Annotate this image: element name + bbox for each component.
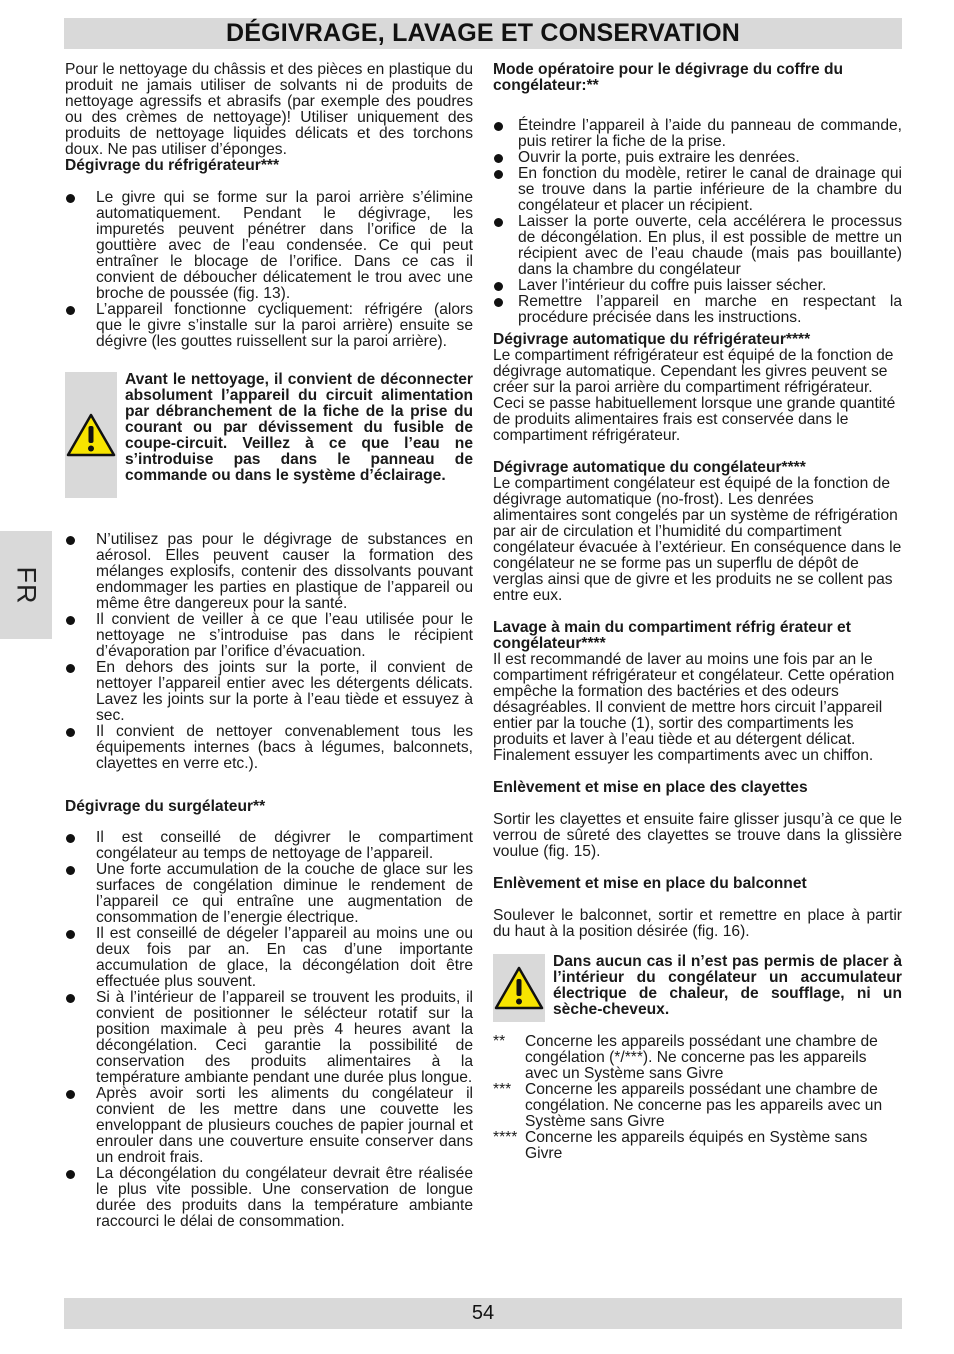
footnote-text: Concerne les appareils possédant une chambre de congélation (*/***). Ne concerne pas les appareils avec un Système sans Givre (525, 1033, 878, 1082)
list-item: Une forte accumulation de la couche de glace sur les surfaces de congélation diminue le rendement de l’appareil ce qui entraîne une augmentation de consommation de l’energie électrique. (65, 862, 473, 926)
page-header (64, 18, 902, 49)
warning-triangle-icon (66, 413, 116, 457)
footnote (493, 1082, 902, 1130)
page-footer (64, 1298, 902, 1329)
warning-icon-box (65, 372, 117, 498)
auto-freezer-paragraph: Le compartiment congélateur est équipé de la fonction de dégivrage automatique (no-frost). Les denrées alimentaires sont congelés par un système de réfrigération par air de circulation et l’humidité du compartiment congélateur évacuée à l’extérieur. En conséquence dans le congélateur ne se forme pas un superflu de dépôt de verglas ainsi que de givre et les produits ne se collent pas entre eux. (493, 475, 902, 604)
heading-hand-wash: Lavage à main du compartiment réfrig érateur et congélateur**** (493, 619, 851, 652)
list-item: Il convient de veiller à ce que l’eau utilisée pour le nettoyage ne s’introduise pas dans le récipient d’évaporation par l’orifice d’évacuation. (65, 612, 473, 660)
footnote-mark: ** (493, 1033, 506, 1050)
footnotes (493, 1034, 902, 1162)
warning-triangle-icon (494, 966, 544, 1010)
list-item: Ouvrir la porte, puis extraire les denrées. (493, 150, 902, 166)
warning-text-heater: Dans aucun cas il n’est pas permis de placer à l’intérieur du congélateur un accumulateur électrique de chaleur, de soufflage, ni un sèche-cheveux. (553, 953, 902, 1018)
list-item: Remettre l’appareil en marche en respectant la procédure précisée dans les instructions. (493, 294, 902, 326)
list-item: N’utilisez pas pour le dégivrage de substances en aérosol. Elles peuvent causer la formation des mélanges explosifs, contenir des dissolvants pouvant endommager les parties en plastique de l’appareil ou même être dangereux pour la santé. (65, 532, 473, 612)
footnote (493, 1130, 902, 1162)
freezer-defrost-list (65, 830, 473, 1230)
auto-fridge-paragraph: Le compartiment réfrigérateur est équipé de la fonction de dégivrage automatique. Cependant les givres peuvent se créer sur la paroi arrière du compartiment réfrigérateur. Ceci se passe habituellement lorsque une grande quantité de produits alimentaires frais est conservée dans le compartiment réfrigérateur. (493, 347, 896, 444)
intro-paragraph: Pour le nettoyage du châssis et des pièces en plastique du produit ne jamais utiliser de solvants ni de produits de nettoyage agressifs et abrasifs (par exemple des poudres ou des crèmes de nettoyage)! Utiliser uniquement des produits de nettoyage liquides délicats et des torchons doux. Ne pas utiliser d’éponges. (65, 61, 473, 158)
list-item: Laver l’intérieur du coffre puis laisser sécher. (493, 278, 902, 294)
heading-refrigerator-defrost: Dégivrage du réfrigérateur*** (65, 157, 280, 174)
heading-auto-freezer-defrost: Dégivrage automatique du congélateur**** (493, 459, 806, 476)
warning-block-disconnect (65, 372, 473, 498)
list-item: Laisser la porte ouverte, cela accélérera le processus de décongélation. En plus, il est possible de mettre un récipient avec de l’eau chaude (mais pas bouillante) dans la chambre du congélateur (493, 214, 902, 278)
warning-icon-box (493, 954, 545, 1022)
list-item: En dehors des joints sur la porte, il convient de nettoyer l’appareil entier avec les détergents délicats. Lavez les joints sur la porte à l’eau tiède et essuyez à sec. (65, 660, 473, 724)
list-item: Le givre qui se forme sur la paroi arrière s’élimine automatiquement. Pendant le dégivrage, les impuretés peuvent pénétrer dans l’orifice de la gouttière avec de l’eau condensée. Ce qui peut entraîner le blocage de l’orifice. Dans ce cas il convient de déboucher délicatement le trou avec une broche de poussée (fig. 13). (65, 190, 473, 302)
footnote-mark: **** (493, 1129, 518, 1146)
left-column (65, 62, 473, 1230)
warning-text-disconnect: Avant le nettoyage, il convient de déconnecter absolument l’appareil du circuit alimentation par débranchement de la fiche de la prise du courant ou par dévissement du fusible de coupe-circuit. Veillez à ce que l’eau ne s’introduise pas dans le panneau de commande ou dans le système d’éclairage. (125, 371, 473, 484)
list-item: Éteindre l’appareil à l’aide du panneau de commande, puis retirer la fiche de la prise. (493, 118, 902, 150)
footnote (493, 1034, 902, 1082)
page-number: 54 (471, 1302, 495, 1324)
heading-auto-fridge-defrost: Dégivrage automatique du réfrigérateur**** (493, 331, 811, 348)
language-label: FR (11, 566, 42, 604)
warning-block-heater (493, 954, 902, 1022)
general-cleaning-list (65, 532, 473, 772)
right-column (493, 62, 902, 1162)
language-tab (0, 531, 52, 639)
list-item: Après avoir sorti les aliments du congélateur il convient de les mettre dans une couvette les enveloppant de plusieurs couches de papier journal et enrouler dans une couverture ensuite conserver dans un endroit frais. (65, 1086, 473, 1166)
heading-balcony: Enlèvement et mise en place du balconnet (493, 875, 807, 892)
heading-shelves: Enlèvement et mise en place des clayettes (493, 779, 808, 796)
footnote-text: Concerne les appareils possédant une chambre de congélation. Ne concerne pas les appareils avec un Système sans Givre (525, 1081, 883, 1130)
page-title: DÉGIVRAGE, LAVAGE ET CONSERVATION (225, 19, 741, 47)
refrigerator-defrost-list (65, 190, 473, 350)
hand-wash-paragraph: Il est recommandé de laver au moins une fois par an le compartiment réfrigérateur et congélateur. Cette opération empêche la formation des bactéries et des odeurs désagréables. Il convient de mettre hors circuit l’appareil entier par la touche (1), sortir des compartiments les produits et laver à l’eau tiède et au détergent délicat. Finalement essuyer les compartiments avec un chiffon. (493, 651, 895, 764)
balcony-paragraph: Soulever le balconnet, sortir et remettre en place à partir du haut à la position désirée (fig. 16). (493, 907, 902, 940)
freezer-box-mode-list (493, 118, 902, 326)
list-item: Il est conseillé de dégeler l’appareil au moins une ou deux fois par an. En cas d’une importante accumulation de glace, la décongélation doit être effectuée plus souvent. (65, 926, 473, 990)
shelves-paragraph: Sortir les clayettes et ensuite faire glisser jusqu’à ce que le verrou de sûreté des clayettes se trouve dans la glissière voulue (fig. 15). (493, 811, 902, 860)
list-item: Si à l’intérieur de l’appareil se trouvent les produits, il convient de positionner le sélécteur rotatif sur la position maximale à peu près 4 heures avant la décongélation. Ceci garantie la possibilité de conservation des produits alimentaires à la température ambiante pendant une durée plus longue. (65, 990, 473, 1086)
footnote-text: Concerne les appareils équipés en Système sans Givre (525, 1129, 868, 1162)
heading-freezer-box-mode: Mode opératoire pour le dégivrage du coffre du congélateur:** (493, 61, 844, 94)
list-item: Il convient de nettoyer convenablement tous les équipements internes (bacs à légumes, balconnets, clayettes en verre etc.). (65, 724, 473, 772)
heading-freezer-defrost: Dégivrage du surgélateur** (65, 798, 266, 815)
list-item: L’appareil fonctionne cycliquement: réfrigére (alors que le givre s’installe sur la paroi arrière) ensuite se dégivre (les gouttes ruissellent sur la paroi arrière). (65, 302, 473, 350)
list-item: Il est conseillé de dégivrer le compartiment congélateur au temps de nettoyage de l’appareil. (65, 830, 473, 862)
list-item: En fonction du modèle, retirer le canal de drainage qui se trouve dans la partie inférieure de la chambre du congélateur et placer un récipient. (493, 166, 902, 214)
footnote-mark: *** (493, 1081, 512, 1098)
list-item: La décongélation du congélateur devrait être réalisée le plus vite possible. Une conservation de longue durée des produits dans la température ambiante raccourci le délai de consommation. (65, 1166, 473, 1230)
